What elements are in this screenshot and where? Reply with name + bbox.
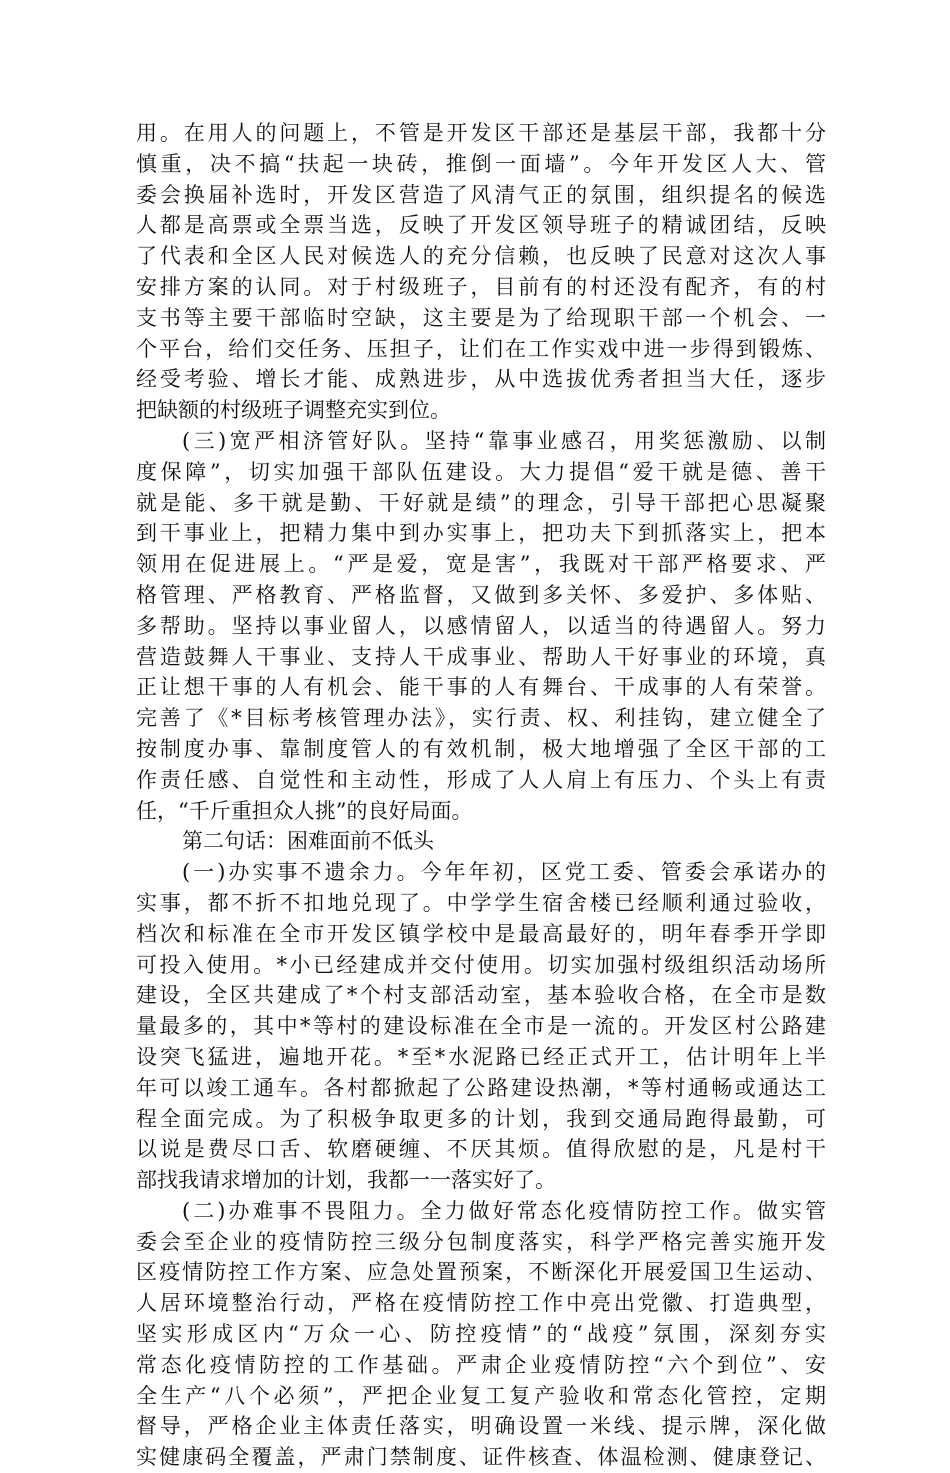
text-line: 实健康码全覆盖，严肃门禁制度、证件核查、体温检测、健康登记、 xyxy=(136,1445,826,1470)
text-line: 区疫情防控工作方案、应急处置预案，不断深化开展爱国卫生运动、 xyxy=(136,1260,826,1285)
text-line: 正让想干事的人有机会、能干事的人有舞台、干成事的人有荣誉。 xyxy=(136,675,826,700)
text-line: 完善了《*目标考核管理办法》，实行责、权、利挂钩，建立健全了 xyxy=(136,706,826,731)
text-line: 委会至企业的疫情防控三级分包制度落实，科学严格完善实施开发 xyxy=(136,1229,826,1254)
text-line: 程全面完成。为了积极争取更多的计划，我到交通局跑得最勤，可 xyxy=(136,1106,826,1131)
text-line: 就是能、多干就是勤、干好就是绩”的理念，引导干部把心思凝聚 xyxy=(136,490,826,515)
text-line: 按制度办事、靠制度管人的有效机制，极大地增强了全区干部的工 xyxy=(136,736,826,761)
text-line: 部找我请求增加的计划，我都一一落实好了。 xyxy=(136,1168,556,1193)
text-line: 多帮助。坚持以事业留人，以感情留人，以适当的待遇留人。努力 xyxy=(136,613,826,638)
text-line: 个平台，给们交任务、压担子，让们在工作实戏中进一步得到锻炼、 xyxy=(136,336,826,361)
text-line: 实事，都不折不扣地兑现了。中学学生宿舍楼已经顺利通过验收， xyxy=(136,890,826,915)
text-line: 设突飞猛进，遍地开花。*至*水泥路已经正式开工，估计明年上半 xyxy=(136,1044,826,1069)
text-line: 督导，严格企业主体责任落实，明确设置一米线、提示牌，深化做 xyxy=(136,1414,826,1439)
document-body xyxy=(136,118,826,1473)
text-line: 档次和标准在全市开发区镇学校中是最高最好的，明年春季开学即 xyxy=(136,921,826,946)
text-line: (一)办实事不遗余力。今年年初，区党工委、管委会承诺办的 xyxy=(182,860,826,885)
text-line: 作责任感、自觉性和主动性，形成了人人肩上有压力、个头上有责 xyxy=(136,767,826,792)
text-line: 领用在促进展上。“严是爱，宽是害”，我既对干部严格要求、严 xyxy=(136,552,826,577)
text-line: 营造鼓舞人干事业、支持人干成事业、帮助人干好事业的环境，真 xyxy=(136,644,826,669)
text-line: 到干事业上，把精力集中到办实事上，把功夫下到抓落实上，把本 xyxy=(136,521,826,546)
text-line: 可投入使用。*小已经建成并交付使用。切实加强村级组织活动场所 xyxy=(136,952,826,977)
text-line: 人都是高票或全票当选，反映了开发区领导班子的精诚团结，反映 xyxy=(136,213,826,238)
text-line: 委会换届补选时，开发区营造了风清气正的氛围，组织提名的候选 xyxy=(136,182,826,207)
text-line: 格管理、严格教育、严格监督，又做到多关怀、多爱护、多体贴、 xyxy=(136,582,826,607)
text-line: 用。在用人的问题上，不管是开发区干部还是基层干部，我都十分 xyxy=(136,121,826,145)
text-line: 了代表和全区人民对候选人的充分信赖，也反映了民意对这次人事 xyxy=(136,244,826,269)
text-line: 坚实形成区内“万众一心、防控疫情”的“战疫”氛围，深刻夯实 xyxy=(136,1322,826,1347)
text-line: (三)宽严相济管好队。坚持“靠事业感召，用奖惩激励、以制 xyxy=(182,428,826,453)
text-line: 全生产“八个必须”，严把企业复工复产验收和常态化管控，定期 xyxy=(136,1383,826,1408)
text-line: 度保障”，切实加强干部队伍建设。大力提倡“爱干就是德、善干 xyxy=(136,459,826,484)
text-line: 慎重，决不搞“扶起一块砖，推倒一面墙”。今年开发区人大、管 xyxy=(136,151,826,176)
text-line: 支书等主要干部临时空缺，这主要是为了给现职干部一个机会、一 xyxy=(136,305,826,330)
text-line: 任，“千斤重担众人挑”的良好局面。 xyxy=(136,798,473,823)
text-line: 安排方案的认同。对于村级班子，目前有的村还没有配齐，有的村 xyxy=(136,274,826,299)
text-line: 经受考验、增长才能、成熟进步，从中选拔优秀者担当大任，逐步 xyxy=(136,367,826,392)
text-line: 以说是费尽口舌、软磨硬缠、不厌其烦。值得欣慰的是，凡是村干 xyxy=(136,1137,826,1162)
text-line: 常态化疫情防控的工作基础。严肃企业疫情防控“六个到位”、安 xyxy=(136,1352,826,1377)
text-line: 量最多的，其中*等村的建设标准在全市是一流的。开发区村公路建 xyxy=(136,1014,826,1039)
text-line: 建设，全区共建成了*个村支部活动室，基本验收合格，在全市是数 xyxy=(136,983,826,1008)
text-line: 年可以竣工通车。各村都掀起了公路建设热潮，*等村通畅或通达工 xyxy=(136,1075,826,1100)
text-line: 把缺额的村级班子调整充实到位。 xyxy=(136,398,451,423)
text-line: 人居环境整治行动，严格在疫情防控工作中亮出党徽、打造典型， xyxy=(136,1291,826,1316)
text-line: 第二句话：困难面前不低头 xyxy=(182,829,434,854)
text-line: (二)办难事不畏阻力。全力做好常态化疫情防控工作。做实管 xyxy=(182,1198,826,1223)
